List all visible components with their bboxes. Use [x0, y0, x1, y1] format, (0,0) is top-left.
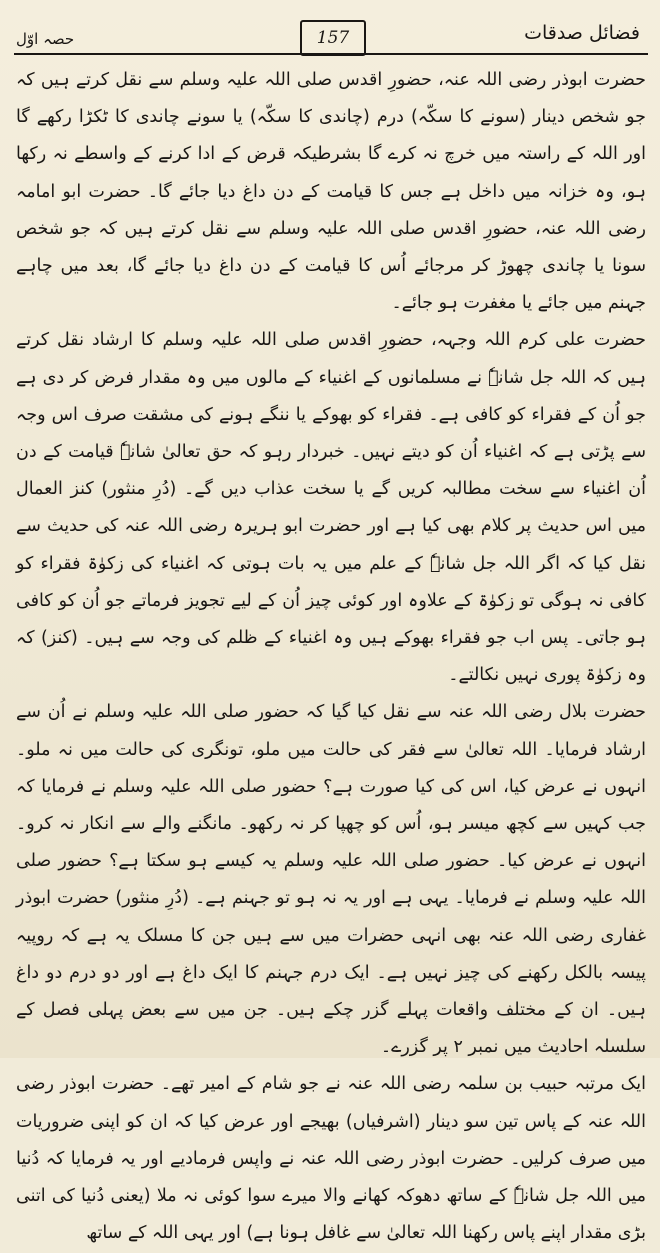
header-rule	[14, 53, 648, 55]
section-label: حصہ اوّل	[16, 30, 75, 48]
paragraph-3: حضرت بلال رضی اللہ عنہ سے نقل کیا گیا کہ حضور صلی اللہ علیہ وسلم نے اُن سے ارشاد فرمایا۔ اللہ تعالیٰ سے فقر کی حالت میں ملو، تونگری کی حالت میں نہ ملو۔ انہوں نے عرض کیا، اس کی کیا صورت ہے؟ حضور صلی اللہ علیہ وسلم نے فرمایا کہ جب کہیں سے کچھ میسر ہو، اُس کو چھپا کر نہ رکھو۔ مانگنے والے سے انکار نہ کرو۔ انہوں نے عرض کیا۔ حضور صلی اللہ علیہ وسلم یہ کیسے ہو سکتا ہے؟ حضور صلی اللہ علیہ وسلم نے فرمایا۔ یہی ہے اور یہ نہ ہو تو جہنم ہے۔ (دُرِ منثور) حضرت ابوذر غفاری رضی اللہ عنہ بھی انہی حضرات میں سے ہیں جن کا مسلک یہ ہے کہ روپیہ پیسہ بالکل رکھنے کی چیز نہیں ہے۔ ایک درم جہنم کا ایک داغ ہے اور دو درم دو داغ ہیں۔ ان کے مختلف واقعات پہلے گزر چکے ہیں۔ جن میں سے بعض پہلی فصل کے سلسلہ احادیث میں نمبر ۲ پر گزرے۔	[16, 702, 646, 1058]
page-header	[0, 12, 660, 64]
page-number: 157	[316, 28, 350, 48]
paragraph-4: ایک مرتبہ حبیب بن سلمہ رضی اللہ عنہ نے جو شام کے امیر تھے۔ حضرت ابوذر رضی اللہ عنہ کے پاس تین سو دینار (اشرفیاں) بھیجے اور عرض کیا کہ ان کو اپنی ضروریات میں صرف کرلیں۔ حضرت ابوذر رضی اللہ عنہ نے واپس فرمادیے اور یہ فرمایا کہ دُنیا میں اللہ جل شانہٗ کے ساتھ دھوکہ کھانے والا میرے سوا کوئی نہ ملا (یعنی دُنیا کی اتنی بڑی مقدار اپنے پاس رکھنا اللہ تعالیٰ سے غافل ہونا ہے) اور یہی اللہ کے ساتھ	[16, 1074, 646, 1244]
paragraph-2: حضرت علی کرم اللہ وجہہ، حضورِ اقدس صلی اللہ علیہ وسلم کا ارشاد نقل کرتے ہیں کہ اللہ جل شانہٗ نے مسلمانوں کے اغنیاء کے مالوں میں وہ مقدار فرض کر دی ہے جو اُن کے فقراء کو کافی ہے۔ فقراء کو بھوکے یا ننگے ہونے کی مشقت صرف اس وجہ سے پڑتی ہے کہ اغنیاء اُن کو دیتے نہیں۔ خبردار رہو کہ حق تعالیٰ شانہٗ قیامت کے دن اُن اغنیاء سے سخت مطالبہ کریں گے یا سخت عذاب دیں گے۔ (دُرِ منثور) کنز العمال میں اس حدیث پر کلام بھی کیا ہے اور حضرت ابو ہریرہ رضی اللہ عنہ کی حدیث سے نقل کیا کہ اگر اللہ جل شانہٗ کے علم میں یہ بات ہوتی کہ اغنیاء کی زکوٰۃ فقراء کو کافی نہ ہوگی تو زکوٰۃ کے علاوہ اور کوئی چیز اُن کے لیے تجویز فرماتے جو اُن کو کافی ہو جاتی۔ پس اب جو فقراء بھوکے ہیں وہ اغنیاء کے ظلم کی وجہ سے ہیں۔ (کنز) کہ وہ زکوٰۃ پوری نہیں نکالتے۔	[16, 330, 646, 686]
paragraph-1: حضرت ابوذر رضی اللہ عنہ، حضورِ اقدس صلی اللہ علیہ وسلم سے نقل کرتے ہیں کہ جو شخص دینار (سونے کا سکّہ) درم (چاندی کا سکّہ) یا سونے چاندی کا ٹکڑا رکھے گا اور اللہ کے راستہ میں خرچ نہ کرے گا بشرطیکہ قرض کے ادا کرنے کے واسطے نہ رکھا ہو، وہ خزانہ میں داخل ہے جس کا قیامت کے دن داغ دیا جائے گا۔ حضرت ابو امامہ رضی اللہ عنہ، حضورِ اقدس صلی اللہ علیہ وسلم سے نقل کرتے ہیں کہ جو شخص سونا یا چاندی چھوڑ کر مرجائے اُس کا قیامت کے دن داغ دیا جائے گا، بعد میں چاہے جہنم میں جائے یا مغفرت ہو جائے۔	[16, 70, 646, 314]
body-text	[16, 62, 646, 1244]
running-title: فضائل صدقات	[524, 22, 640, 44]
page-number-box	[300, 20, 366, 56]
